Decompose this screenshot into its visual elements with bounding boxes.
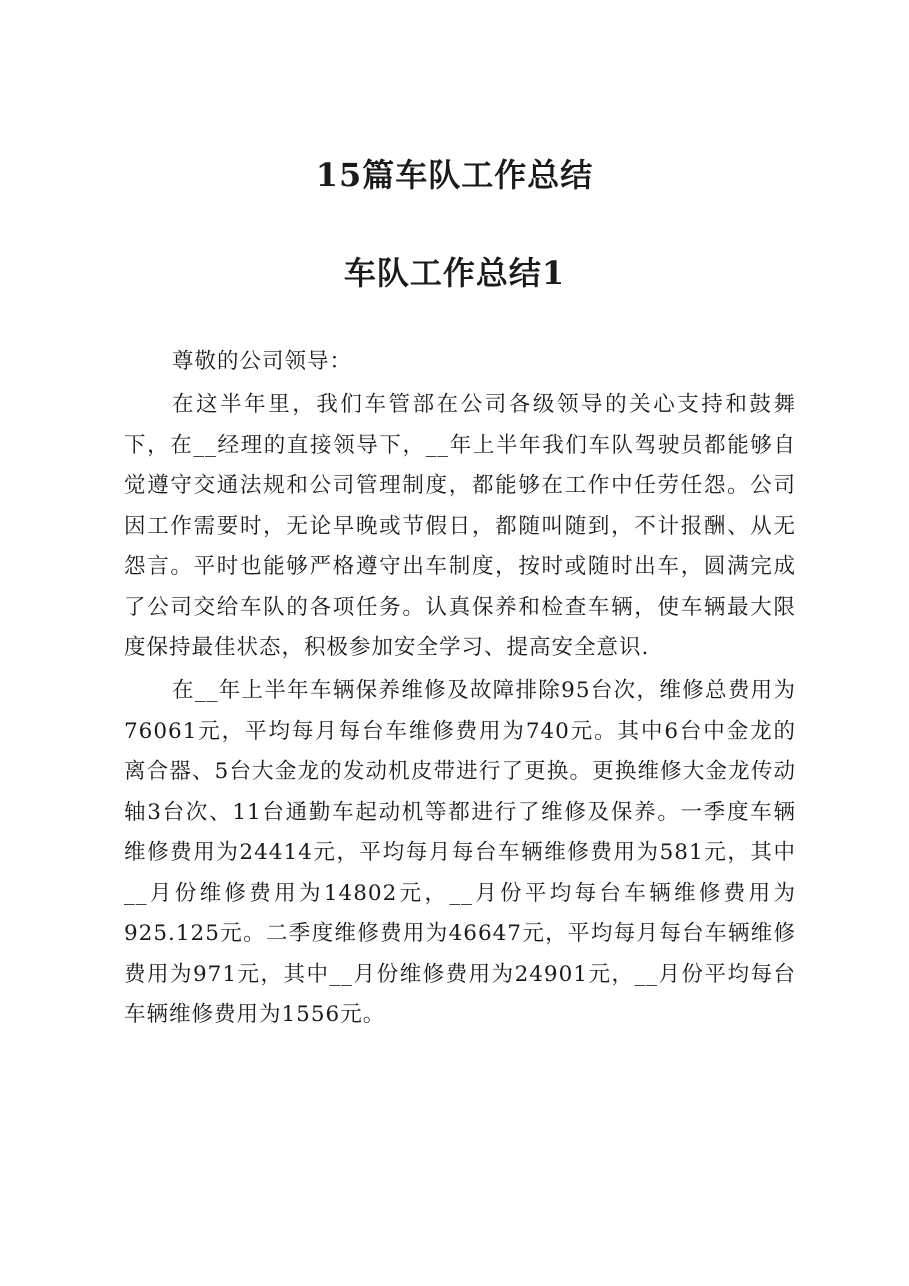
paragraph-2: 在__年上半年车辆保养维修及故障排除95台次，维修总费用为76061元，平均每月每台车维修费用为740元。其中6台中金龙的离合器、5台大金龙的发动机皮带进行了更换。更换维修大金龙传动轴3台次、11台通勤车起动机等都进行了维修及保养。一季度车辆维修费用为24414元，平均每月每台车辆维修费用为581元，其中__月份维修费用为14802元，__月份平均每台车辆维修费用为925.125元。二季度维修费用为46647元，平均每月每台车辆维修费用为971元，其中__月份维修费用为24901元，__月份平均每台车辆维修费用为1556元。 <box>124 678 796 1027</box>
section-title: 车队工作总结1 <box>343 254 566 292</box>
paragraph-1: 在这半年里，我们车管部在公司各级领导的关心支持和鼓舞下，在__经理的直接领导下，__年上半年我们车队驾驶员都能够自觉遵守交通法规和公司管理制度，都能够在工作中任劳任怨。公司因工作需要时，无论早晚或节假日，都随叫随到，不计报酬、从无怨言。平时也能够严格遵守出车制度，按时或随时出车，圆满完成了公司交给车队的各项任务。认真保养和检查车辆，使车辆最大限度保持最佳状态，积极参加安全学习、提高安全意识. <box>124 392 796 660</box>
document-title: 15篇车队工作总结 <box>315 156 594 194</box>
document-body <box>124 342 796 1038</box>
salutation: 尊敬的公司领导： <box>172 349 353 374</box>
